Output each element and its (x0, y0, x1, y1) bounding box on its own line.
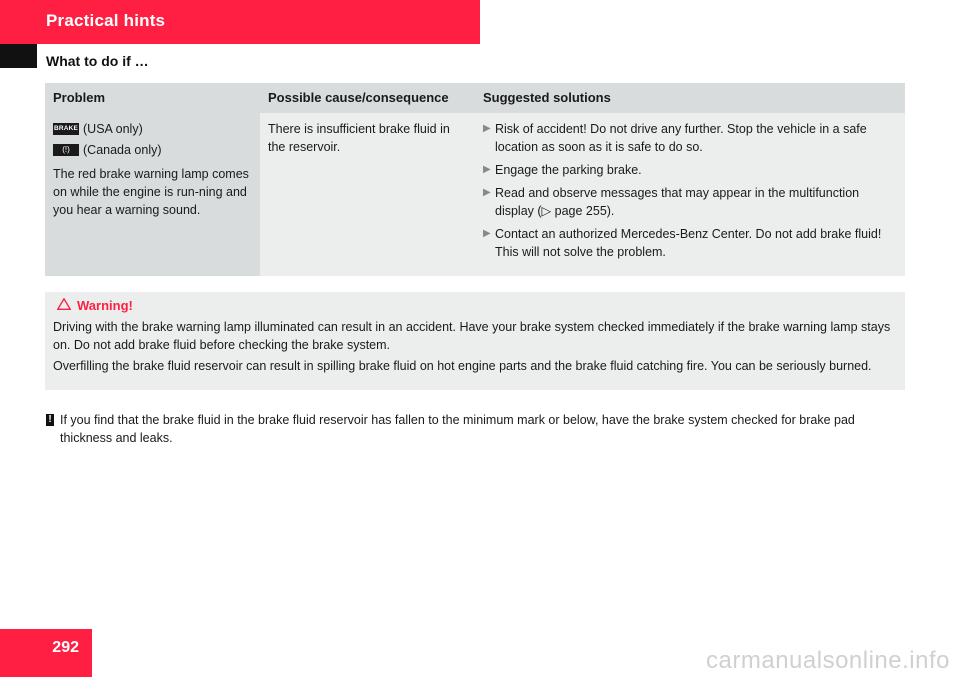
column-header-problem: Problem (45, 83, 260, 113)
table-header-row (45, 83, 905, 113)
warning-title: Warning! (77, 298, 133, 313)
cause-cell (260, 113, 475, 276)
arrow-icon: ▶ (483, 123, 491, 134)
solution-text: Risk of accident! Do not drive any further. Stop the vehicle in a safe location as soon as it is safe to do so. (495, 122, 867, 154)
section-title: Practical hints (46, 11, 166, 30)
canada-lamp-line (53, 141, 252, 159)
page-subtitle: What to do if … (46, 53, 149, 69)
solution-text: Engage the parking brake. (495, 163, 642, 177)
arrow-icon: ▶ (483, 228, 491, 239)
note (46, 411, 901, 447)
arrow-icon: ▶ (483, 187, 491, 198)
arrow-icon: ▶ (483, 164, 491, 175)
problem-description: The red brake warning lamp comes on while the engine is run-ning and you hear a warning sound. (53, 167, 249, 217)
usa-only-label: (USA only) (83, 122, 143, 136)
page-number-box (0, 629, 92, 677)
solution-item (483, 120, 897, 156)
warning-paragraph: Driving with the brake warning lamp illuminated can result in an accident. Have your brake system checked immediately if the brake warning lamp stays on. Do not add brake fluid before checking the brake system. (53, 320, 891, 352)
solution-item (483, 225, 897, 261)
usa-lamp-line (53, 120, 252, 138)
header-bar (0, 0, 480, 44)
table-row (45, 113, 905, 276)
warning-box (45, 292, 905, 390)
warning-heading (57, 297, 133, 315)
solution-text: Read and observe messages that may appear in the multifunction display (▷ page 255). (495, 186, 860, 218)
problem-table (45, 83, 905, 276)
solutions-cell (475, 113, 905, 276)
brake-lamp-icon: BRAKE (53, 123, 79, 135)
solution-item (483, 161, 897, 179)
problem-cell (45, 113, 260, 276)
column-header-solutions: Suggested solutions (475, 83, 905, 113)
warning-paragraph: Overfilling the brake fluid reservoir can result in spilling brake fluid on hot engine parts and the brake fluid catching fire. You can be seriously burned. (53, 359, 872, 373)
section-tab-marker (0, 44, 37, 68)
watermark: carmanualsonline.info (706, 647, 950, 674)
warning-body (53, 318, 901, 378)
brake-warning-circle-icon: (!) (53, 144, 79, 156)
cause-text: There is insufficient brake fluid in the reservoir. (268, 122, 450, 154)
note-text: If you find that the brake fluid in the brake fluid reservoir has fallen to the minimum mark or below, have the brake system checked for brake pad thickness and leaks. (60, 413, 855, 445)
page-number: 292 (52, 639, 79, 656)
column-header-cause: Possible cause/consequence (260, 83, 475, 113)
canada-only-label: (Canada only) (83, 143, 162, 157)
solution-text: Contact an authorized Mercedes-Benz Center. Do not add brake fluid! This will not solve the problem. (495, 227, 882, 259)
exclamation-icon: ! (46, 414, 54, 426)
solution-item (483, 184, 897, 220)
warning-triangle-icon (57, 297, 71, 315)
